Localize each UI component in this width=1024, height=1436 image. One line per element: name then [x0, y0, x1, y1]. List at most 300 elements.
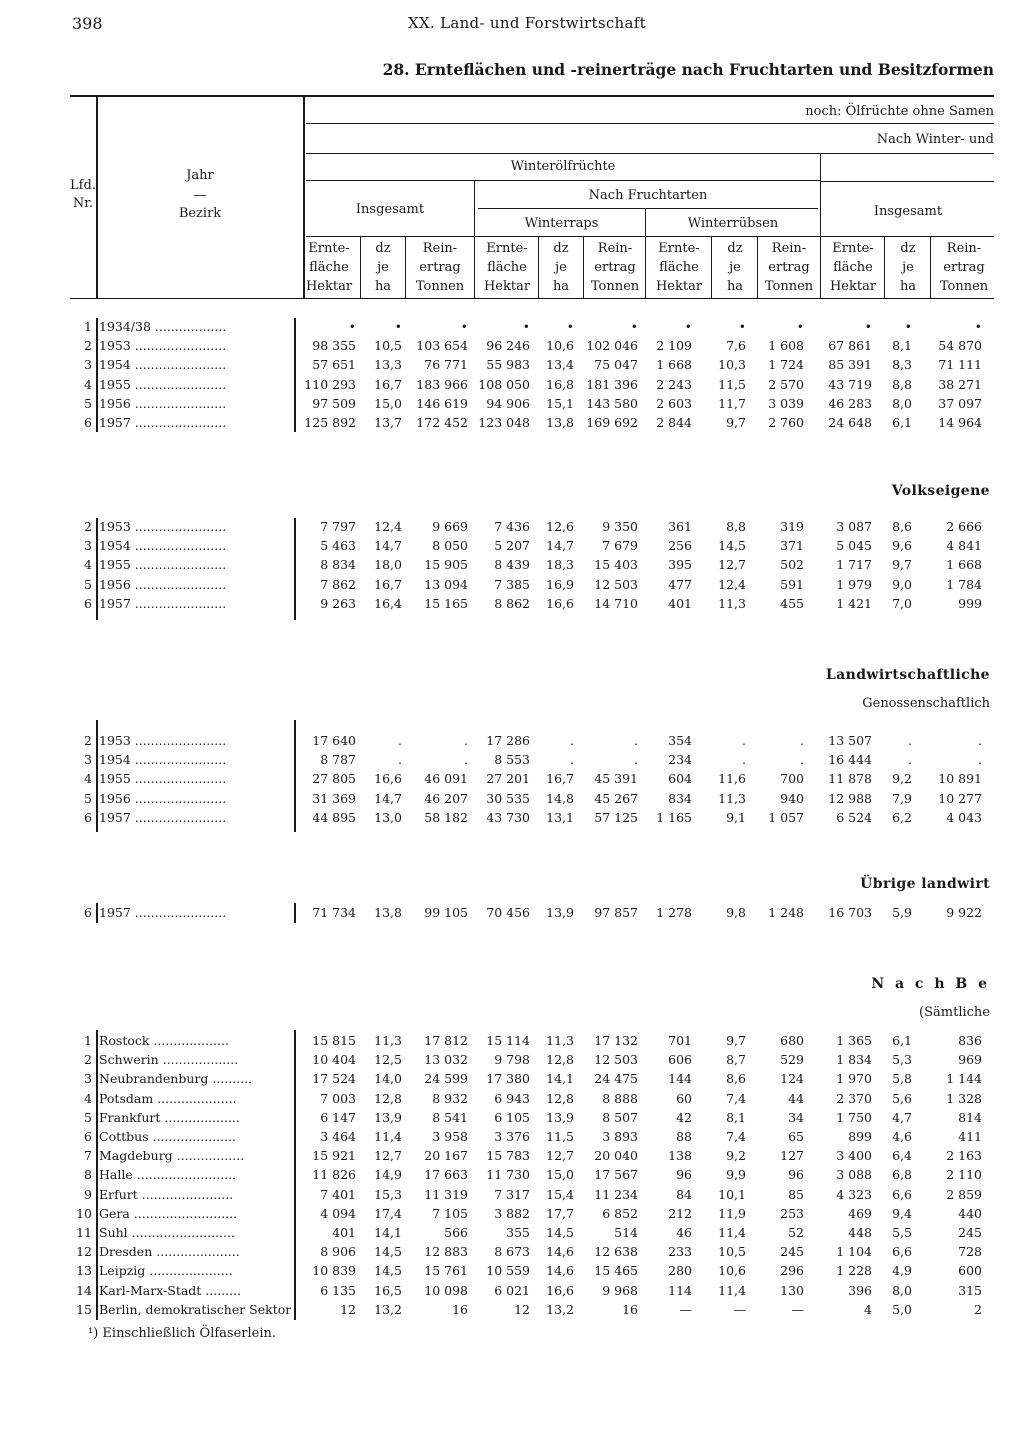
cell-flaeche-insgesamt: 7 797: [320, 519, 356, 534]
cell-dz-raps: 14,1: [546, 1071, 574, 1087]
cell-ertrag-insgesamt2: 10 891: [938, 771, 982, 787]
row-label: 1953 .......................: [99, 733, 227, 748]
subcol-rule: [884, 237, 885, 298]
cell-dz-insgesamt: 12,5: [374, 1052, 402, 1068]
table-row: [0, 1146, 1024, 1165]
cell-flaeche-insgesamt: 6 135: [320, 1282, 356, 1298]
row-label: Erfurt .......................: [99, 1186, 234, 1202]
cell-dz-raps: 10,6: [546, 338, 574, 354]
table-row: [0, 1089, 1024, 1108]
cell-dz-insgesamt: 11,3: [374, 1033, 402, 1048]
cell-flaeche-insgesamt: 17 524: [312, 1071, 356, 1087]
cell-flaeche-insgesamt2: 1 834: [836, 1052, 872, 1068]
cell-flaeche-ruebsen: 1 165: [656, 809, 692, 825]
rule-under-winter: [306, 153, 994, 154]
cell-flaeche-insgesamt2: 85 391: [828, 357, 872, 373]
cell-flaeche-insgesamt: 15 921: [312, 1148, 356, 1164]
row-number: 1: [84, 319, 92, 334]
table-row: [0, 769, 1024, 788]
cell-flaeche-raps: 9 798: [494, 1052, 530, 1068]
row-label: 1955 .......................: [99, 557, 227, 573]
cell-dz-raps: .: [570, 733, 574, 748]
cell-dz-raps: 11,5: [546, 1129, 574, 1144]
cell-flaeche-ruebsen: 401: [668, 595, 692, 611]
cell-ertrag-insgesamt2: 2 110: [946, 1167, 982, 1183]
cell-dz-ruebsen: 8,8: [726, 519, 746, 534]
table-row: [0, 808, 1024, 827]
cell-ertrag-insgesamt2: 245: [958, 1225, 982, 1240]
cell-flaeche-ruebsen: 96: [676, 1167, 692, 1183]
table-row: [0, 536, 1024, 555]
cell-dz-insgesamt2: 6,1: [892, 1033, 912, 1048]
cell-ertrag-insgesamt2: 4 043: [946, 809, 982, 825]
subheader-dz: dz je ha: [552, 241, 570, 294]
cell-ertrag-raps: 8 507: [602, 1109, 638, 1125]
cell-flaeche-raps: 7 385: [494, 576, 530, 592]
cell-flaeche-raps: 108 050: [478, 376, 530, 392]
subcol-rule: [538, 237, 539, 298]
cell-dz-insgesamt2: 4,6: [892, 1129, 912, 1144]
row-number: 2: [84, 1052, 92, 1068]
section-genossenschaftlich: Genossenschaftlich: [862, 696, 990, 711]
cell-ertrag-ruebsen: 319: [780, 519, 804, 534]
cell-ertrag-insgesamt2: 14 964: [938, 415, 982, 430]
cell-ertrag-raps: 514: [614, 1225, 638, 1240]
cell-flaeche-ruebsen: 834: [668, 790, 692, 806]
cell-ertrag-ruebsen: 245: [780, 1244, 804, 1260]
cell-flaeche-insgesamt: 4 094: [320, 1205, 356, 1221]
cell-ertrag-insgesamt: 15 165: [424, 595, 468, 611]
row-number: 2: [84, 519, 92, 534]
row-number: 6: [84, 595, 92, 611]
cell-flaeche-insgesamt2: 3 400: [836, 1148, 872, 1164]
page-number: 398: [72, 14, 103, 33]
cell-dz-raps: 12,6: [546, 519, 574, 534]
header-winterraps: Winterraps: [524, 216, 599, 231]
table-row: [0, 394, 1024, 413]
cell-flaeche-insgesamt2: 2 370: [836, 1090, 872, 1106]
row-number: 7: [84, 1148, 92, 1164]
cell-ertrag-insgesamt: 10 098: [424, 1282, 468, 1298]
cell-flaeche-insgesamt2: 448: [848, 1225, 872, 1240]
cell-ertrag-raps: 15 403: [594, 557, 638, 573]
subheader-flaeche: Ernte- fläche Hektar: [829, 241, 877, 294]
row-number: 10: [76, 1205, 92, 1221]
cell-ertrag-insgesamt: 99 105: [424, 905, 468, 920]
cell-flaeche-insgesamt: 9 263: [320, 595, 356, 611]
footnote: ¹) Einschließlich Ölfaserlein.: [88, 1326, 277, 1341]
cell-dz-raps: 13,9: [546, 1109, 574, 1125]
cell-dz-ruebsen: 7,4: [726, 1090, 746, 1106]
cell-ertrag-raps: 3 893: [602, 1129, 638, 1144]
cell-dz-insgesamt2: .: [908, 752, 912, 768]
cell-ertrag-raps: .: [634, 733, 638, 748]
cell-ertrag-raps: 7 679: [602, 538, 638, 554]
cell-ertrag-insgesamt2: 1 668: [946, 557, 982, 573]
cell-dz-insgesamt2: 5,0: [892, 1301, 912, 1317]
cell-ertrag-raps: 97 857: [594, 905, 638, 920]
cell-flaeche-ruebsen: 280: [668, 1263, 692, 1279]
row-number: 3: [84, 357, 92, 373]
cell-flaeche-insgesamt2: 12 988: [828, 790, 872, 806]
row-number: 2: [84, 338, 92, 354]
header-nach-winter: Nach Winter- und: [876, 132, 994, 147]
cell-flaeche-raps: 17 380: [486, 1071, 530, 1087]
cell-ertrag-raps: 102 046: [586, 338, 638, 354]
cell-ertrag-insgesamt2: 10 277: [938, 790, 982, 806]
table-row: [0, 594, 1024, 613]
cell-flaeche-insgesamt: 401: [332, 1225, 356, 1240]
row-label: Leipzig .....................: [99, 1263, 233, 1279]
cell-flaeche-raps: 7 436: [494, 519, 530, 534]
row-label: 1954 .......................: [99, 752, 227, 768]
cell-ertrag-ruebsen: 1 248: [768, 905, 804, 920]
cell-flaeche-raps: 8 673: [494, 1244, 530, 1260]
cell-flaeche-insgesamt2: 1 717: [836, 557, 872, 573]
table-row: [0, 517, 1024, 536]
winteroel-right-rule: [820, 154, 821, 298]
cell-dz-ruebsen: •: [738, 319, 746, 334]
cell-ertrag-raps: 12 503: [594, 576, 638, 592]
cell-flaeche-raps: 6 021: [494, 1282, 530, 1298]
row-number: 4: [84, 771, 92, 787]
row-number: 3: [84, 1071, 92, 1087]
cell-flaeche-ruebsen: 88: [676, 1129, 692, 1144]
cell-dz-insgesamt: 14,0: [374, 1071, 402, 1087]
cell-flaeche-insgesamt: 8 906: [320, 1244, 356, 1260]
cell-dz-insgesamt2: 6,2: [892, 809, 912, 825]
cell-ertrag-insgesamt2: 1 144: [946, 1071, 982, 1087]
cell-ertrag-ruebsen: 1 608: [768, 338, 804, 354]
cell-flaeche-ruebsen: 606: [668, 1052, 692, 1068]
subheader-dz: dz je ha: [899, 241, 917, 294]
cell-flaeche-raps: 355: [506, 1225, 530, 1240]
cell-ertrag-ruebsen: 2 760: [768, 415, 804, 430]
row-number: 4: [84, 376, 92, 392]
row-label: 1957 .......................: [99, 415, 227, 430]
cell-dz-raps: 14,7: [546, 538, 574, 554]
cell-flaeche-ruebsen: 212: [668, 1205, 692, 1221]
cell-dz-insgesamt2: 4,7: [892, 1109, 912, 1125]
cell-flaeche-insgesamt: 125 892: [304, 415, 356, 430]
row-number: 9: [84, 1186, 92, 1202]
cell-ertrag-insgesamt: 11 319: [424, 1186, 468, 1202]
section-saemtliche: (Sämtliche: [919, 1005, 990, 1020]
cell-dz-ruebsen: 11,5: [718, 376, 746, 392]
cell-flaeche-insgesamt2: 396: [848, 1282, 872, 1298]
row-label: 1954 .......................: [99, 357, 227, 373]
table-row: [0, 1031, 1024, 1050]
cell-ertrag-ruebsen: •: [796, 319, 804, 334]
cell-dz-raps: 15,0: [546, 1167, 574, 1183]
cell-ertrag-insgesamt2: 2: [974, 1301, 982, 1317]
row-label: 1934/38 ..................: [99, 319, 227, 334]
cell-flaeche-ruebsen: 1 668: [656, 357, 692, 373]
table-row: [0, 1204, 1024, 1223]
cell-ertrag-insgesamt2: 600: [958, 1263, 982, 1279]
cell-ertrag-insgesamt: •: [460, 319, 468, 334]
header-bezirk: Bezirk: [178, 206, 222, 221]
cell-flaeche-raps: 96 246: [486, 338, 530, 354]
cell-dz-raps: 13,2: [546, 1301, 574, 1317]
cell-ertrag-ruebsen: 529: [780, 1052, 804, 1068]
cell-dz-raps: 11,3: [546, 1033, 574, 1048]
cell-dz-ruebsen: 9,2: [726, 1148, 746, 1164]
cell-flaeche-insgesamt: 110 293: [304, 376, 356, 392]
cell-ertrag-insgesamt2: 9 922: [946, 905, 982, 920]
cell-ertrag-insgesamt2: 4 841: [946, 538, 982, 554]
cell-flaeche-ruebsen: 701: [668, 1033, 692, 1048]
cell-ertrag-raps: 143 580: [586, 395, 638, 411]
cell-flaeche-insgesamt2: 3 088: [836, 1167, 872, 1183]
table-row: [0, 1185, 1024, 1204]
table-row: [0, 355, 1024, 374]
table-row: [0, 336, 1024, 355]
cell-ertrag-ruebsen: 1 057: [768, 809, 804, 825]
cell-ertrag-ruebsen: —: [791, 1301, 804, 1317]
cell-dz-insgesamt2: 5,3: [892, 1052, 912, 1068]
cell-flaeche-insgesamt2: 1 228: [836, 1263, 872, 1279]
cell-ertrag-insgesamt: 9 669: [432, 519, 468, 534]
cell-flaeche-raps: 8 862: [494, 595, 530, 611]
cell-ertrag-raps: 6 852: [602, 1205, 638, 1221]
subheader-dz: dz je ha: [726, 241, 744, 294]
cell-flaeche-insgesamt2: 5 045: [836, 538, 872, 554]
cell-flaeche-insgesamt2: 3 087: [836, 519, 872, 534]
cell-flaeche-insgesamt: 7 401: [320, 1186, 356, 1202]
cell-ertrag-ruebsen: 940: [780, 790, 804, 806]
header-lfd: Lfd.: [70, 178, 96, 193]
cell-ertrag-ruebsen: 1 724: [768, 357, 804, 373]
cell-flaeche-insgesamt: 71 734: [312, 905, 356, 920]
header-noch: noch: Ölfrüchte ohne Samen: [805, 104, 994, 119]
cell-dz-insgesamt: 17,4: [374, 1205, 402, 1221]
cell-dz-raps: 14,6: [546, 1244, 574, 1260]
cell-ertrag-raps: 8 888: [602, 1090, 638, 1106]
row-label: Berlin, demokratischer Sektor: [99, 1301, 291, 1317]
cell-flaeche-raps: 17 286: [486, 733, 530, 748]
cell-dz-ruebsen: 14,5: [718, 538, 746, 554]
cell-dz-insgesamt: 16,5: [374, 1282, 402, 1298]
cell-dz-insgesamt: 18,0: [374, 557, 402, 573]
table-row: [0, 1069, 1024, 1088]
row-label: 1956 .......................: [99, 576, 227, 592]
cell-dz-insgesamt2: 6,1: [892, 415, 912, 430]
cell-flaeche-insgesamt2: 4 323: [836, 1186, 872, 1202]
cell-flaeche-insgesamt: 12: [340, 1301, 356, 1317]
cell-flaeche-insgesamt: 6 147: [320, 1109, 356, 1125]
cell-dz-insgesamt2: 7,9: [892, 790, 912, 806]
row-label: 1954 .......................: [99, 538, 227, 554]
table-row: [0, 1261, 1024, 1280]
cell-flaeche-raps: 11 730: [486, 1167, 530, 1183]
cell-dz-insgesamt2: 8,3: [892, 357, 912, 373]
cell-flaeche-raps: 12: [514, 1301, 530, 1317]
table-row: [0, 1300, 1024, 1319]
row-number: 5: [84, 1109, 92, 1125]
cell-ertrag-insgesamt2: 1 784: [946, 576, 982, 592]
cell-dz-raps: 15,1: [546, 395, 574, 411]
cell-flaeche-insgesamt2: 67 861: [828, 338, 872, 354]
cell-dz-raps: 13,9: [546, 905, 574, 920]
cell-ertrag-insgesamt: 183 966: [416, 376, 468, 392]
cell-flaeche-insgesamt: 8 834: [320, 557, 356, 573]
cell-ertrag-insgesamt2: 315: [958, 1282, 982, 1298]
cell-dz-insgesamt: 16,4: [374, 595, 402, 611]
cell-flaeche-ruebsen: 84: [676, 1186, 692, 1202]
cell-ertrag-raps: 15 465: [594, 1263, 638, 1279]
cell-dz-ruebsen: 11,4: [718, 1282, 746, 1298]
cell-dz-insgesamt2: 7,0: [892, 595, 912, 611]
cell-ertrag-insgesamt2: 37 097: [938, 395, 982, 411]
cell-ertrag-insgesamt: 3 958: [432, 1129, 468, 1144]
row-number: 4: [84, 557, 92, 573]
cell-ertrag-insgesamt2: 54 870: [938, 338, 982, 354]
cell-dz-insgesamt2: 8,0: [892, 1282, 912, 1298]
table-row: [0, 317, 1024, 336]
cell-flaeche-raps: 5 207: [494, 538, 530, 554]
cell-ertrag-insgesamt2: 440: [958, 1205, 982, 1221]
cell-ertrag-raps: 45 391: [594, 771, 638, 787]
cell-dz-raps: 16,6: [546, 595, 574, 611]
cell-dz-insgesamt2: 9,2: [892, 771, 912, 787]
row-label: Schwerin ...................: [99, 1052, 239, 1068]
cell-flaeche-raps: 15 783: [486, 1148, 530, 1164]
cell-ertrag-raps: 11 234: [594, 1186, 638, 1202]
cell-ertrag-ruebsen: 130: [780, 1282, 804, 1298]
cell-ertrag-raps: 169 692: [586, 415, 638, 430]
cell-dz-raps: 12,8: [546, 1090, 574, 1106]
cell-flaeche-insgesamt: 10 839: [312, 1263, 356, 1279]
row-number: 6: [84, 415, 92, 430]
cell-ertrag-insgesamt: 566: [444, 1225, 468, 1240]
header-bottom-rule: [70, 298, 994, 299]
table-row: [0, 413, 1024, 432]
cell-ertrag-insgesamt: 13 094: [424, 576, 468, 592]
row-label: Suhl ..........................: [99, 1225, 235, 1240]
cell-dz-insgesamt: .: [398, 752, 402, 768]
cell-ertrag-insgesamt: .: [464, 752, 468, 768]
cell-ertrag-ruebsen: 253: [780, 1205, 804, 1221]
subheader-ertrag: Rein- ertrag Tonnen: [939, 241, 989, 294]
row-label: 1957 .......................: [99, 809, 227, 825]
cell-flaeche-ruebsen: 2 603: [656, 395, 692, 411]
table-row: [0, 575, 1024, 594]
row-label: 1956 .......................: [99, 395, 227, 411]
cell-ertrag-insgesamt: 16: [452, 1301, 468, 1317]
cell-dz-raps: 13,4: [546, 357, 574, 373]
table-row: [0, 789, 1024, 808]
cell-dz-raps: 14,8: [546, 790, 574, 806]
cell-dz-insgesamt: •: [394, 319, 402, 334]
subheader-flaeche: Ernte- fläche Hektar: [305, 241, 353, 294]
cell-ertrag-ruebsen: 96: [788, 1167, 804, 1183]
cell-dz-raps: 16,8: [546, 376, 574, 392]
section-nach-bezirken: N a c h B e: [871, 976, 990, 992]
cell-flaeche-ruebsen: 1 278: [656, 905, 692, 920]
cell-ertrag-insgesamt: 12 883: [424, 1244, 468, 1260]
cell-flaeche-ruebsen: 234: [668, 752, 692, 768]
row-number: 6: [84, 905, 92, 920]
cell-flaeche-insgesamt2: 4: [864, 1301, 872, 1317]
cell-ertrag-insgesamt2: 814: [958, 1109, 982, 1125]
table-row: [0, 750, 1024, 769]
cell-flaeche-insgesamt2: 1 421: [836, 595, 872, 611]
cell-ertrag-raps: 57 125: [594, 809, 638, 825]
cell-ertrag-insgesamt2: 728: [958, 1244, 982, 1260]
table-title: 28. Ernteflächen und -reinerträge nach Fruchtarten und Besitzformen: [382, 60, 994, 79]
cell-dz-ruebsen: 9,8: [726, 905, 746, 920]
table-row: [0, 1242, 1024, 1261]
row-number: 13: [76, 1263, 92, 1279]
cell-dz-insgesamt: 16,7: [374, 576, 402, 592]
cell-flaeche-ruebsen: 144: [668, 1071, 692, 1087]
cell-dz-ruebsen: 11,9: [718, 1205, 746, 1221]
cell-ertrag-raps: 20 040: [594, 1148, 638, 1164]
cell-flaeche-insgesamt: 7 862: [320, 576, 356, 592]
cell-dz-insgesamt: 10,5: [374, 338, 402, 354]
cell-flaeche-raps: 6 943: [494, 1090, 530, 1106]
subheader-flaeche: Ernte- fläche Hektar: [655, 241, 703, 294]
cell-dz-insgesamt2: 8,8: [892, 376, 912, 392]
cell-dz-raps: 16,7: [546, 771, 574, 787]
cell-dz-raps: 14,5: [546, 1225, 574, 1240]
cell-ertrag-ruebsen: 700: [780, 771, 804, 787]
cell-flaeche-insgesamt: 11 826: [312, 1167, 356, 1183]
cell-flaeche-insgesamt2: 1 104: [836, 1244, 872, 1260]
cell-ertrag-raps: 9 350: [602, 519, 638, 534]
cell-dz-insgesamt: 13,0: [374, 809, 402, 825]
cell-ertrag-insgesamt: 8 932: [432, 1090, 468, 1106]
cell-dz-ruebsen: 10,5: [718, 1244, 746, 1260]
section-volkseigene: Volkseigene: [891, 483, 990, 499]
cell-ertrag-ruebsen: 44: [788, 1090, 804, 1106]
cell-flaeche-insgesamt2: 1 979: [836, 576, 872, 592]
cell-flaeche-ruebsen: 114: [668, 1282, 692, 1298]
cell-dz-ruebsen: 11,7: [718, 395, 746, 411]
cell-ertrag-raps: •: [630, 319, 638, 334]
cell-ertrag-insgesamt2: 71 111: [938, 357, 982, 373]
cell-dz-insgesamt: 13,8: [374, 905, 402, 920]
cell-flaeche-insgesamt: 3 464: [320, 1129, 356, 1144]
cell-flaeche-ruebsen: 42: [676, 1109, 692, 1125]
cell-dz-insgesamt2: 6,4: [892, 1148, 912, 1164]
row-label: 1953 .......................: [99, 519, 227, 534]
lfd-column-rule: [96, 96, 98, 298]
cell-flaeche-raps: 8 439: [494, 557, 530, 573]
cell-ertrag-raps: 75 047: [594, 357, 638, 373]
header-jahr: Jahr: [186, 168, 214, 183]
cell-dz-ruebsen: 8,7: [726, 1052, 746, 1068]
cell-dz-insgesamt: 14,1: [374, 1225, 402, 1240]
cell-ertrag-insgesamt: 8 050: [432, 538, 468, 554]
cell-flaeche-insgesamt2: 1 365: [836, 1033, 872, 1048]
cell-dz-ruebsen: —: [733, 1301, 746, 1317]
cell-flaeche-ruebsen: 2 109: [656, 338, 692, 354]
row-number: 15: [76, 1301, 92, 1317]
cell-dz-insgesamt: 14,7: [374, 538, 402, 554]
cell-flaeche-raps: 70 456: [486, 905, 530, 920]
cell-dz-insgesamt2: 8,6: [892, 519, 912, 534]
table-row: [0, 555, 1024, 574]
row-label: Cottbus .....................: [99, 1129, 237, 1144]
cell-ertrag-ruebsen: .: [800, 733, 804, 748]
cell-flaeche-insgesamt: 97 509: [312, 395, 356, 411]
cell-dz-insgesamt2: 9,7: [892, 557, 912, 573]
header-insgesamt-2: Insgesamt: [873, 204, 943, 219]
cell-ertrag-insgesamt2: •: [974, 319, 982, 334]
row-number: 11: [76, 1225, 92, 1240]
